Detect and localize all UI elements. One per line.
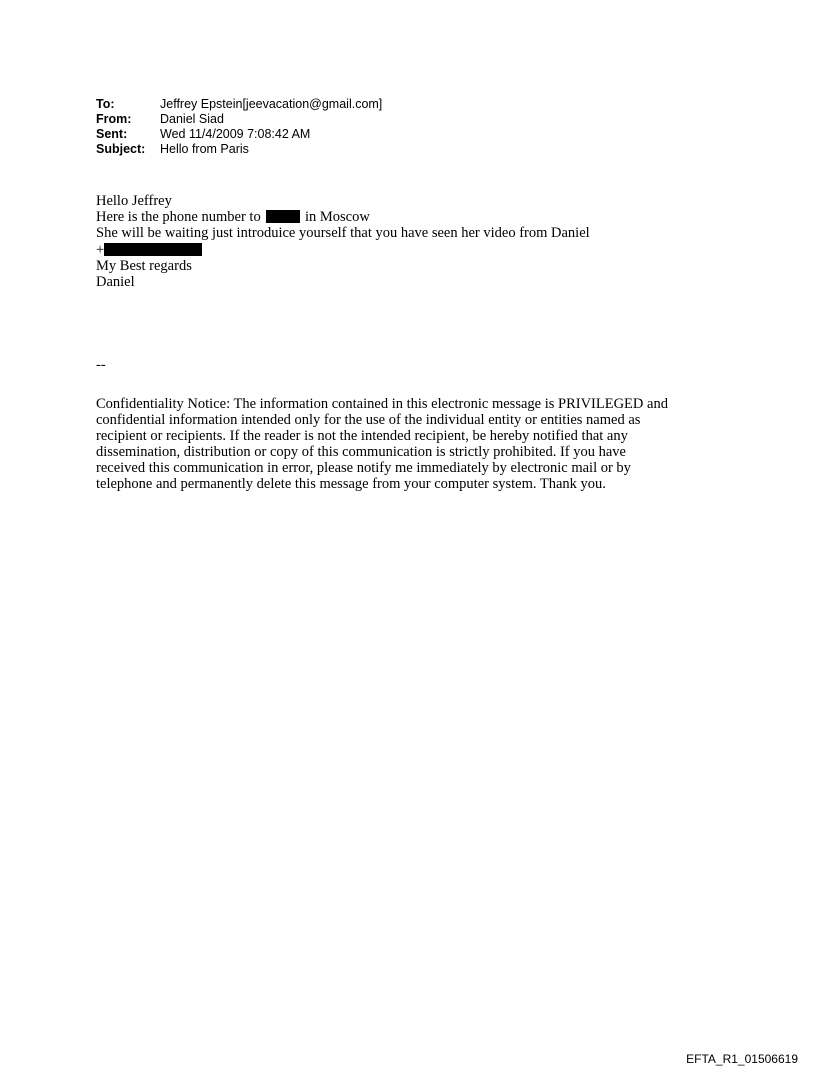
to-label: To: — [96, 97, 115, 111]
notice-line: Confidentiality Notice: The information contained in this electronic message is PRIVILEGED and — [96, 396, 668, 412]
greeting-line: Hello Jeffrey — [96, 193, 172, 209]
redacted-phone-number — [104, 243, 202, 256]
notice-line: telephone and permanently delete this message from your computer system. Thank you. — [96, 476, 606, 493]
notice-line: dissemination, distribution or copy of this communication is strictly prohibited. If you have — [96, 444, 626, 461]
signature-separator: -- — [96, 357, 106, 373]
phone-intro-text: Here is the phone number to — [96, 209, 265, 226]
notice-line: recipient or recipients. If the reader is not the intended recipient, be hereby notified that any — [96, 428, 628, 445]
confidentiality-notice — [96, 396, 736, 493]
notice-line: confidential information intended only for the use of the individual entity or entities named as — [96, 412, 641, 429]
header-sent-row — [96, 127, 382, 142]
email-header — [96, 97, 382, 157]
closing-line: My Best regards — [96, 257, 192, 274]
phone-prefix: + — [96, 241, 105, 258]
header-from-row — [96, 112, 382, 127]
notice-line: received this communication in error, please notify me immediately by electronic mail or by — [96, 460, 631, 477]
subject-value: Hello from Paris — [160, 142, 249, 156]
message-body — [96, 193, 590, 290]
header-to-row — [96, 97, 382, 112]
subject-label: Subject: — [96, 142, 146, 156]
to-value: Jeffrey Epstein[jeevacation@gmail.com] — [160, 97, 383, 111]
signature-line: Daniel — [96, 273, 135, 290]
instruction-line: She will be waiting just introduice yourself that you have seen her video from Daniel — [96, 225, 590, 242]
header-subject-row — [96, 142, 382, 157]
from-value: Daniel Siad — [160, 112, 224, 126]
sent-label: Sent: — [96, 127, 128, 141]
phone-intro-line — [96, 209, 590, 225]
sent-value: Wed 11/4/2009 7:08:42 AM — [160, 127, 311, 141]
phone-line — [96, 242, 590, 258]
redaction-box — [266, 210, 300, 223]
location-text: in Moscow — [301, 209, 370, 226]
document-id: EFTA_R1_01506619 — [686, 1052, 798, 1066]
from-label: From: — [96, 112, 132, 126]
